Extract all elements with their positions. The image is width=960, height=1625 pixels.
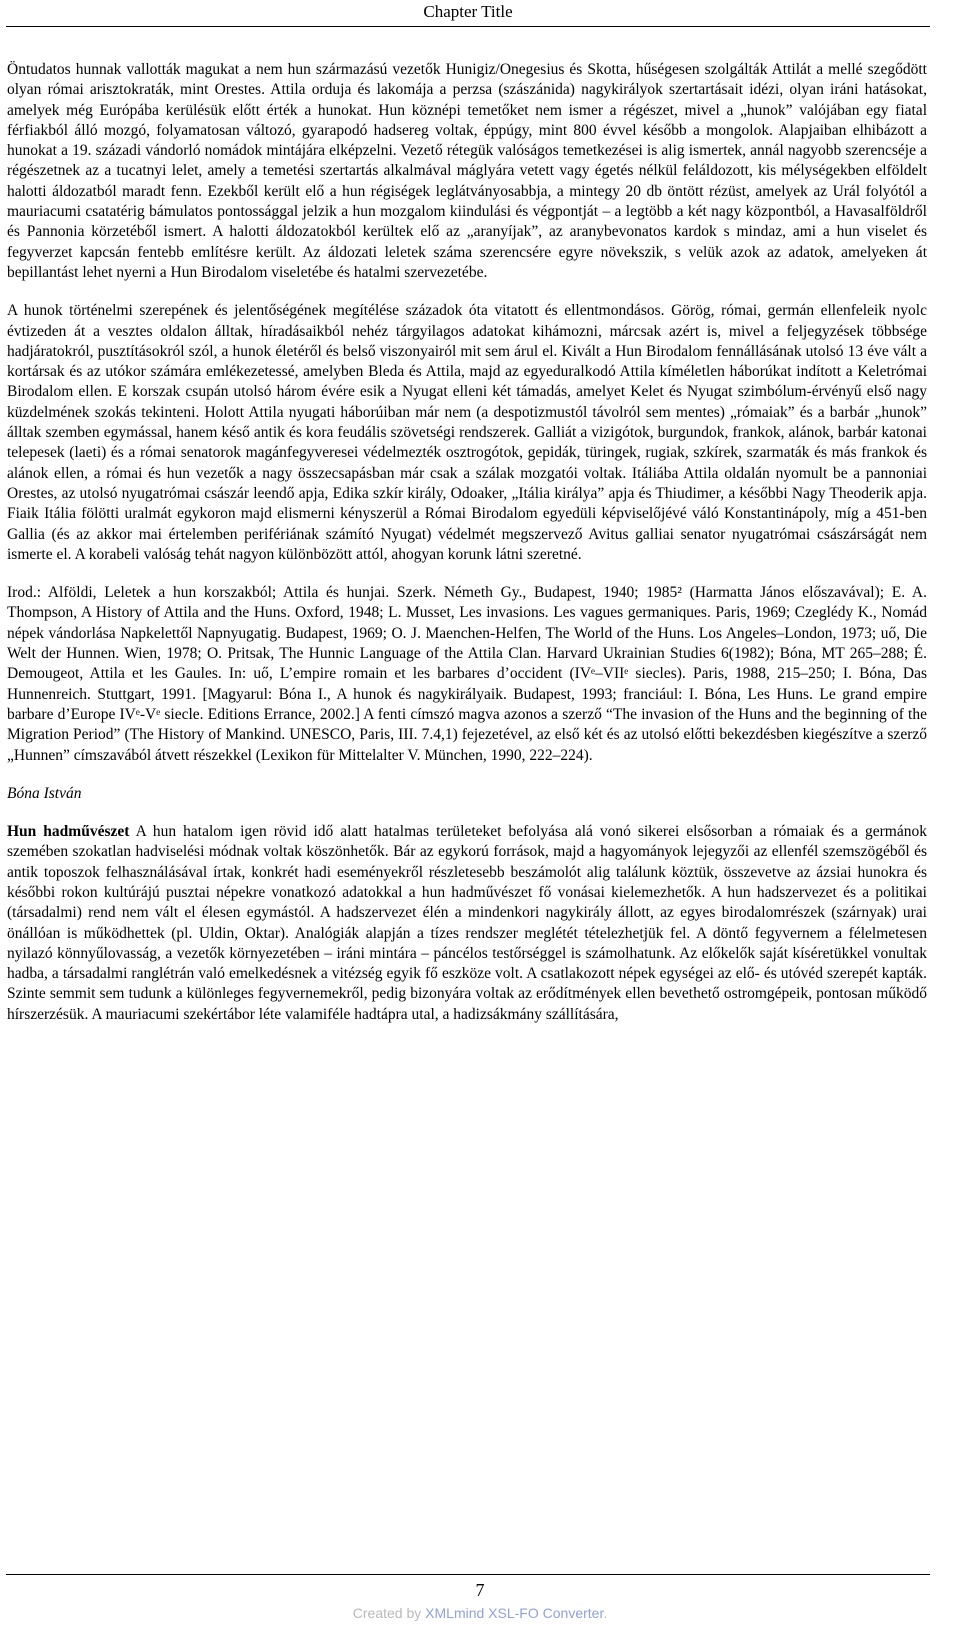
paragraph-historical-role: A hunok történelmi szerepének és jelentőségének megítélése századok óta vitatott és ellentmondásos. Görög, római, germán ellenfeleik nyolc évtizeden át a vesztes oldalon álltak, híradásaikból nehéz tárgyilagos adatokat kihámozni, márcsak azért is, mivel a feljegyzések többsége hadjáratokról, pusztításokról szól, a hunok életéről és belső viszonyairól mit sem árul el. Kivált a Hun Birodalom fennállásának utolsó 13 éve vált a kortársak és az utókor számára emlékezetessé, amelyben Bleda és Attila, majd az egyeduralkodó Attila kíméletlen háborúkat indított a Keletrómai Birodalom ellen. E korszak csupán utolsó három évére esik a Nyugat elleni két támadás, amelyet Kelet és Nyugat szimbólum-érvényű első nagy küzdelmének szokás tekinteni. Holott Attila nyugati háborúiban már nem (a despotizmustól távolról sem mentes) „rómaiak” és a barbár „hunok” álltak szemben egymással, hanem késő antik és kora feudális szövetségi rendszerek. Galliát a vizigótok, burgundok, frankok, alánok, barbár katonai telepesek (laeti) és a római senatorok magánfegyveresei védelmezték osztrogótok, gepidák, türingek, rugiak, szkírek, szarmaták és más frankok és alánok ellen, a római és hun vezetők a nagy összecsapásban már csak a szálak mozgatói voltak. Itáliába Attila oldalán nyomult be a pannoniai Orestes, az utolsó nyugatrómai császár leendő apja, Edika szkír király, Odoaker, „Itália királya” apja és Thiudimer, a későbbi Nagy Theoderik apja. Fiaik Itália fölötti uralmát egykoron majd elismerni kényszerül a Római Birodalom egyedüli képviselőjévé váló Konstantinápoly, míg a 451-ben Gallia (és az akkor mai értelemben perifériának számító Nyugat) védelmét megszervező Avitus galliai senator nyugatrómai császárságát nem ismerte el. A korabeli valóság tehát nagyon különbözött attól, ahogyan korunk látni szeretné. bbox=[7, 302, 927, 563]
entry-heading: Hun hadművészet bbox=[7, 823, 130, 841]
document-body bbox=[7, 60, 927, 1043]
converter-brand: XMLmind XSL-FO Converter bbox=[425, 1605, 604, 1621]
footer-divider bbox=[6, 1574, 930, 1575]
converter-credit: Created by XMLmind XSL-FO Converter. bbox=[352, 1605, 608, 1621]
entry-text: A hun hatalom igen rövid idő alatt hatalmas területeket befolyása alá vonó sikerei elsősorban a rómaiak és a germánok szemében szokatlan hadviselési módnak voltak köszönhetők. Bár az egykorú források, majd a hagyományok lejegyzői az ellenfél szemszögéből és antik toposzok felhasználásával írtak, konkrét hadi eseményekről részletesebb beszámolót alig találunk köztük, összevetve az ázsiai hunokra és későbbi rokon kultúrájú pusztai népekre vonatkozó adatokkal a hun hadművészet fő vonásai kielemezhetők. A hun hadszervezet és a politikai (társadalmi) rend nem vált el élesen egymástól. A hadszervezet élén a mindenkori nagykirály állott, az egyes birodalomrészek (szárnyak) urai önállóan is működhettek (pl. Uldin, Oktar). Analógiák alapján a tízes rendszer meglétét tételezhetjük fel. A döntő fegyvernem a félelmetesen nyilazó könnyűlovasság, a vezetők környezetében – iráni mintára – páncélos testőrséggel is számolhatunk. Az előkelők saját kíséretükkel vonultak hadba, a társadalmi ranglétrán való emelkedésnek a vitézség egyik fő eszköze volt. A csatlakozott népek egységei az elő- és utóvéd szerepét kapták. Szinte semmit sem tudunk a különleges fegyvernemekről, pedig bizonyára voltak az erődítmények ellen bevethető ostromgépeik, pontosan működő hírszerzésük. A mauriacumi szekértábor léte valamiféle hadtápra utal, a hadizsákmány szállítására, bbox=[7, 823, 927, 1023]
page-number: 7 bbox=[475, 1580, 485, 1600]
paragraph-hun-nobility: Öntudatos hunnak vallották magukat a nem hun származású vezetők Hunigiz/Onegesius és Skotta, hűségesen szolgálták Attilát a mellé szegődött olyan római arisztokraták, mint Orestes. Attila orduja és lakomája a perzsa (szászánida) nagykirályok szertartásait idézi, olyan iráni hatásokat, amelyek még Európába kerülésük előtt érték a hunokat. Hun köznépi temetőket nem ismer a régészet, mivel a „hunok” valójában egy fiatal férfiakból álló mozgó, folyamatosan változó, gyarapodó hadsereg voltak, éppúgy, mint 800 évvel később a mongolok. Alapjaiban elhibázott a hunokat a 19. századi vándorló nomádok mintájára elképzelni. Vezető rétegük valóságos temetkezései is alig ismertek, annál nagyobb szerencséje a régészetnek az a tucatnyi lelet, amely a temetési szertartás alkalmával máglyára vetett vagy égetés nélkül feláldozott, kis mélységekben elföldelt halotti áldozatból maradt fenn. Ezekből került elő a hun régiségek leglátványosabbja, a mintegy 20 db öntött rézüst, amelyek az Urál folyótól a mauriacumi csatatérig bámulatos pontossággal jelzik a hun mozgalom kiindulási és végpontját – a legtöbb a két nagy központból, a Havasalföldről és Pannonia körzetéből ismert. A halotti áldozatokból kerültek elő az „aranyíjak”, az aranybevonatos kardok s mindaz, ami a hun viselet és fegyverzet kapcsán fentebb említésre került. Az áldozati leletek száma szerencsére egyre növekszik, s velük azok az adatok, amelyeken át bepillantást lehet nyerni a Hun Birodalom viseletébe és hatalmi szervezetébe. bbox=[7, 61, 927, 281]
author-signature: Bóna István bbox=[7, 784, 82, 802]
paragraph-hun-warfare bbox=[7, 822, 927, 1025]
page-header bbox=[6, 0, 930, 27]
paragraph-bibliography: Irod.: Alföldi, Leletek a hun korszakból; Attila és hunjai. Szerk. Németh Gy., Budapest, 1940; 1985² (Harmatta János előszavával); E. A. Thompson, A History of Attila and the Huns. Oxford, 1948; L. Musset, Les invasions. Les vagues germaniques. Paris, 1969; Czeglédy K., Nomád népek vándorlása Napkelettől Napnyugatig. Budapest, 1969; O. J. Maenchen-Helfen, The World of the Huns. Los Angeles–London, 1973; uő, Die Welt der Hunnen. Wien, 1978; O. Pritsak, The Hunnic Language of the Attila Clan. Harvard Ukrainian Studies 6(1982); Bóna, MT 265–288; É. Demougeot, Attila et les Gaules. In: uő, L’empire romain et les barbares d’occident (IVᵉ–VIIᵉ siecles). Paris, 1988, 215–250; I. Bóna, Das Hunnenreich. Stuttgart, 1991. [Magyarul: Bóna I., A hunok és nagykirályaik. Budapest, 1993; franciául: I. Bóna, Les Huns. Le grand empire barbare d’Europe IVᵉ-Vᵉ siecle. Editions Errance, 2002.] A fenti címszó magva azonos a szerző “The invasion of the Huns and the beginning of the Migration Period” (The History of Mankind. UNESCO, Paris, III. 7.4,1) fejezetével, az első két és az utolsó előtti bekezdésben kiegészítve a szerző „Hunnen” címszavából átvett részekkel (Lexikon für Mittelalter V. München, 1990, 222–224). bbox=[7, 584, 927, 764]
chapter-title: Chapter Title bbox=[423, 2, 513, 21]
